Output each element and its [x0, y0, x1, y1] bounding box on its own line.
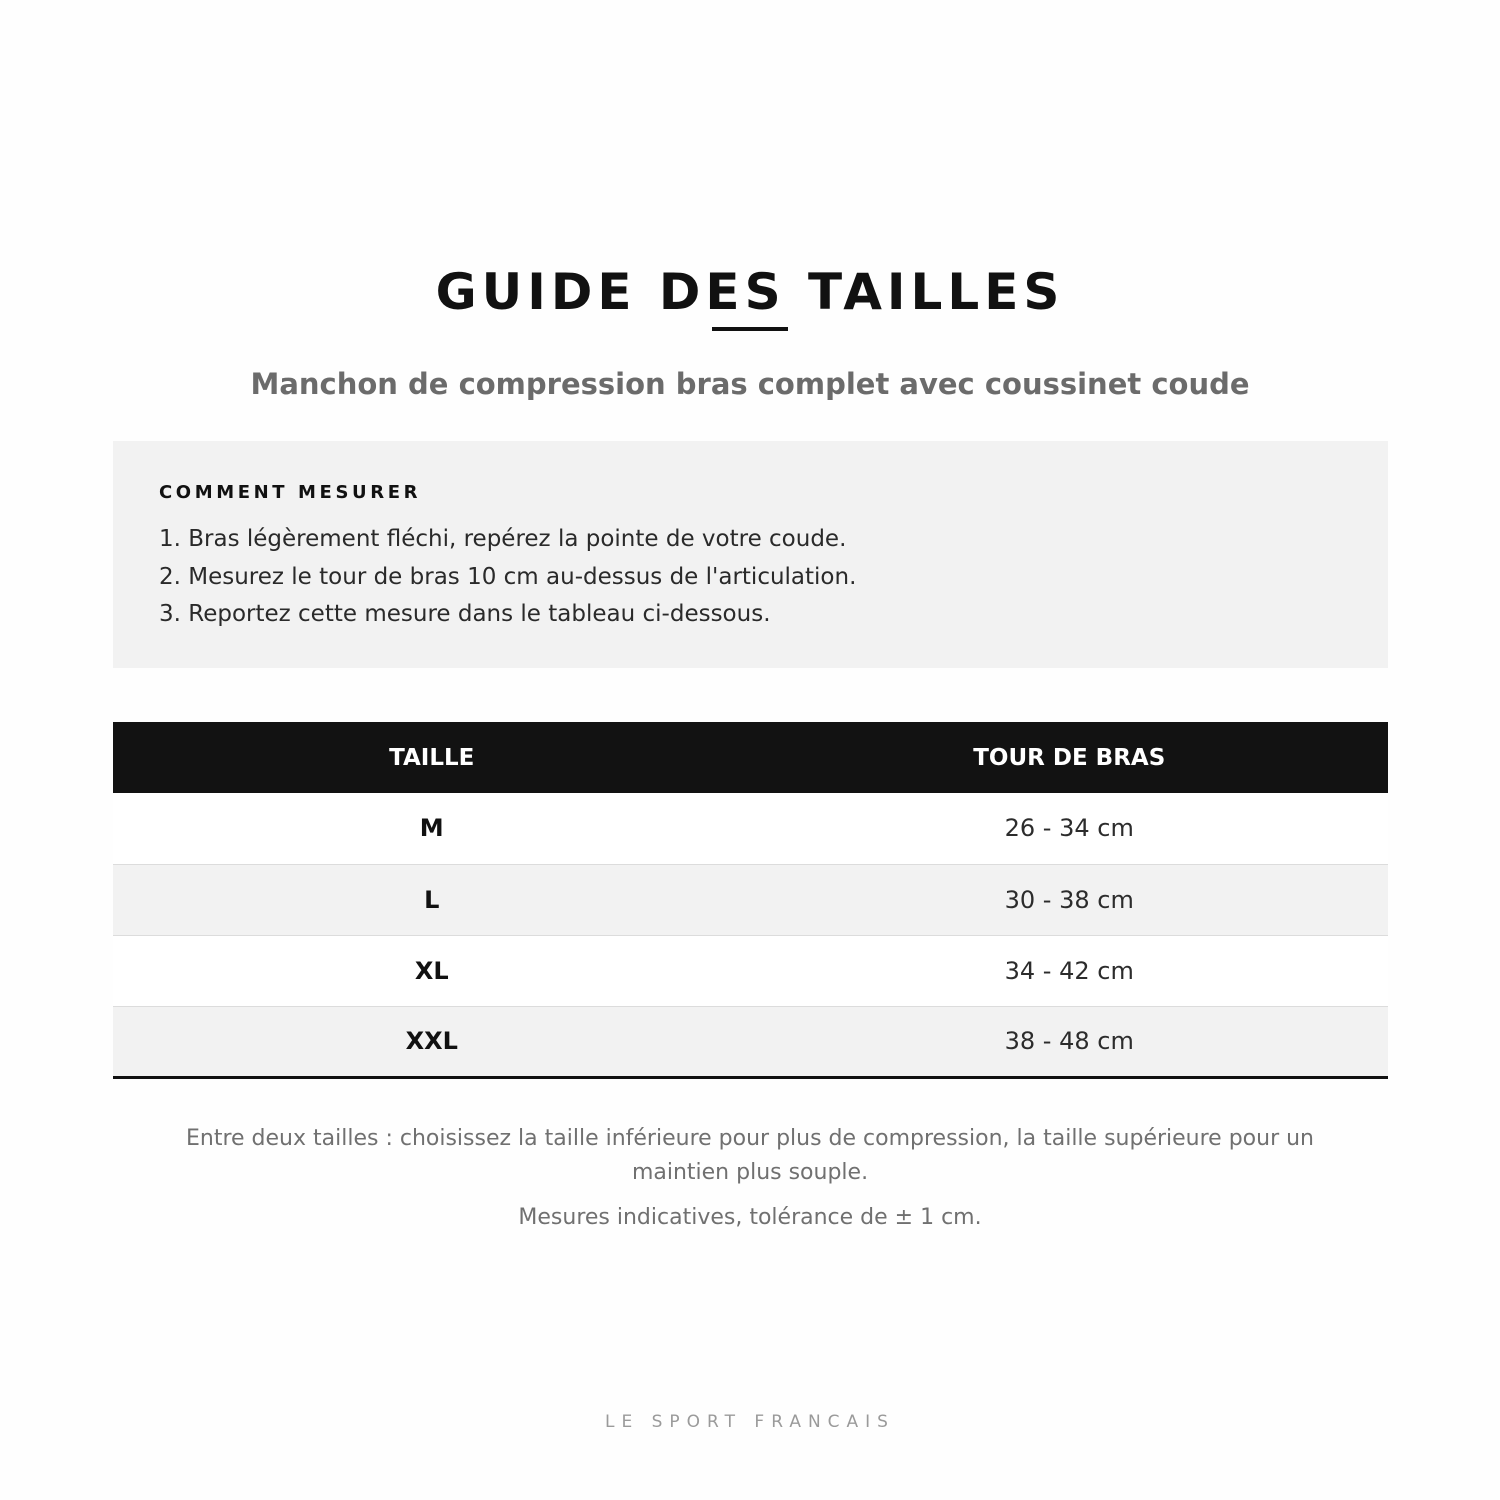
tolerance-note: Mesures indicatives, tolérance de ± 1 cm.: [518, 1205, 982, 1230]
how-to-measure-box: [113, 441, 1388, 668]
page-title: GUIDE DES TAILLES: [435, 263, 1065, 321]
measure-step-3: 3. Reportez cette mesure dans le tableau ci-dessous.: [159, 601, 771, 627]
size-cell: L: [113, 864, 751, 935]
column-header-arm-circumference: TOUR DE BRAS: [751, 722, 1389, 793]
size-cell: XXL: [113, 1006, 751, 1077]
size-table: [113, 722, 1388, 1079]
range-cell: 38 - 48 cm: [751, 1006, 1389, 1077]
table-header-row: [113, 722, 1388, 793]
range-cell: 26 - 34 cm: [751, 793, 1389, 864]
table-row: [113, 864, 1388, 935]
range-cell: 34 - 42 cm: [751, 935, 1389, 1006]
measure-step-2: 2. Mesurez le tour de bras 10 cm au-dessus de l'articulation.: [159, 563, 857, 590]
table-row: [113, 935, 1388, 1006]
size-cell: M: [113, 793, 751, 864]
title-underline: [712, 327, 788, 331]
measure-step-1: 1. Bras légèrement fléchi, repérez la pointe de votre coude.: [159, 526, 847, 552]
range-cell: 30 - 38 cm: [751, 864, 1389, 935]
how-to-measure-heading: COMMENT MESURER: [159, 482, 422, 503]
column-header-size: TAILLE: [113, 722, 751, 793]
size-cell: XL: [113, 935, 751, 1006]
table-row: [113, 1006, 1388, 1077]
brand-footer: LE SPORT FRANCAIS: [605, 1412, 895, 1432]
page-subtitle: Manchon de compression bras complet avec coussinet coude: [250, 367, 1250, 401]
between-sizes-note: Entre deux tailles : choisissez la taille inférieure pour plus de compression, la taille supérieure pour un maintien plus souple.: [186, 1126, 1314, 1185]
table-row: [113, 793, 1388, 864]
